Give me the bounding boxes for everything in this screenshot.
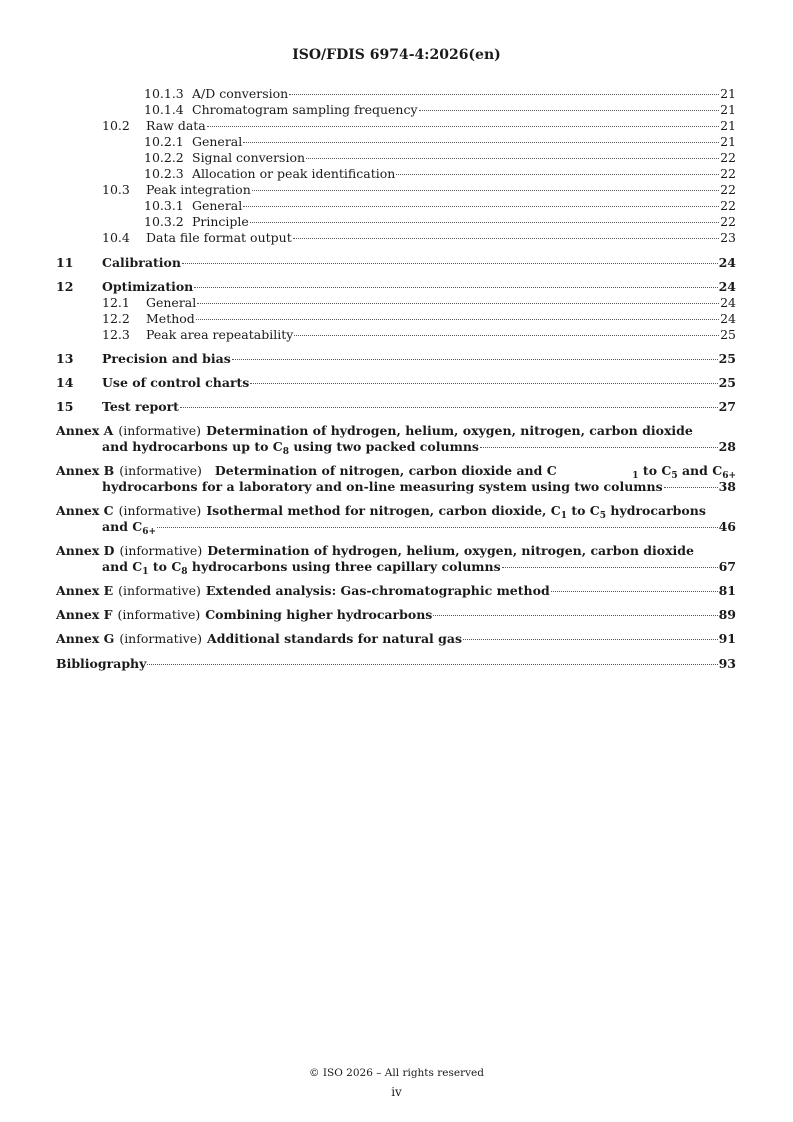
toc-bibliography[interactable] bbox=[56, 655, 736, 672]
dot-leader bbox=[197, 303, 719, 304]
toc-entry-page: 22 bbox=[720, 214, 736, 229]
toc-entry-number: 13 bbox=[56, 351, 74, 366]
dot-leader bbox=[232, 359, 718, 360]
annex-title-line2: and $C_{6+}$ bbox=[102, 519, 157, 537]
toc-entry-page: 21 bbox=[720, 86, 736, 101]
toc-entry-title: Optimization bbox=[102, 279, 194, 294]
annex-informative: (informative) bbox=[119, 631, 203, 646]
annex-label: Annex C bbox=[56, 503, 114, 518]
dot-leader bbox=[293, 238, 719, 239]
dot-leader bbox=[294, 335, 719, 336]
dot-leader bbox=[243, 142, 719, 143]
toc-entry-title: Peak area repeatability bbox=[146, 327, 294, 342]
toc-entry-number: 10.1.3 bbox=[144, 86, 184, 101]
toc-entry-title: Peak integration bbox=[146, 182, 251, 197]
annex-informative: (informative) bbox=[117, 607, 201, 622]
toc-entry-10-2-2[interactable] bbox=[56, 150, 736, 166]
toc-entry-title: Method bbox=[146, 311, 195, 326]
toc-entry-13[interactable] bbox=[56, 350, 736, 367]
toc-entry-page: 24 bbox=[720, 295, 736, 310]
annex-label: Annex E bbox=[56, 583, 114, 598]
toc-entry-page: 25 bbox=[720, 327, 736, 342]
toc-entry-title: Principle bbox=[192, 214, 249, 229]
toc-entry-10-2-3[interactable] bbox=[56, 166, 736, 182]
annex-line-1 bbox=[56, 543, 736, 559]
toc-entry-14[interactable] bbox=[56, 374, 736, 391]
toc-entry-title: Calibration bbox=[102, 255, 181, 270]
toc-entry-page: 24 bbox=[718, 255, 736, 270]
toc-entry-page: 67 bbox=[718, 559, 736, 574]
toc-annex-a[interactable] bbox=[56, 423, 736, 455]
toc-entry-page: 25 bbox=[718, 375, 736, 390]
toc-entry-number: 10.3.2 bbox=[144, 214, 184, 229]
toc-entry-number: 12.2 bbox=[102, 311, 130, 326]
toc-entry-12-1[interactable] bbox=[56, 295, 736, 311]
toc-entry-10-1-4[interactable] bbox=[56, 102, 736, 118]
annex-title-line1: Determination of nitrogen, carbon dioxide and C $_1$ to $C_5$ and $C_{6+}$ bbox=[214, 463, 736, 481]
toc-annex-g[interactable] bbox=[56, 631, 736, 647]
toc-entry-page: 24 bbox=[720, 311, 736, 326]
annex-line-2 bbox=[56, 559, 736, 575]
toc-entry-page: 24 bbox=[718, 279, 736, 294]
page-number: iv bbox=[391, 1085, 402, 1099]
toc-annex-d[interactable] bbox=[56, 543, 736, 575]
annex-informative: (informative) bbox=[119, 543, 203, 558]
annex-title-line2: hydrocarbons for a laboratory and on-line measuring system using two columns bbox=[102, 479, 663, 494]
dot-leader bbox=[243, 206, 719, 207]
toc-entry-number: 10.1.4 bbox=[144, 102, 184, 117]
toc-entry-page: 22 bbox=[720, 182, 736, 197]
toc-annex-e[interactable] bbox=[56, 583, 736, 599]
dot-leader bbox=[419, 110, 720, 111]
annex-title-line1: Determination of hydrogen, helium, oxygen, nitrogen, carbon dioxide bbox=[206, 423, 693, 438]
toc-entry-number: 14 bbox=[56, 375, 74, 390]
annex-line-1 bbox=[56, 423, 736, 439]
table-of-contents bbox=[56, 86, 736, 672]
toc-annex-b[interactable] bbox=[56, 463, 736, 495]
toc-entry-page: 23 bbox=[720, 230, 736, 245]
annex-title: Combining higher hydrocarbons bbox=[205, 607, 433, 622]
toc-entry-10-4[interactable] bbox=[56, 230, 736, 246]
dot-leader bbox=[147, 664, 717, 665]
toc-entry-title: General bbox=[192, 134, 243, 149]
annex-title: Additional standards for natural gas bbox=[207, 631, 463, 646]
toc-entry-page: 21 bbox=[720, 102, 736, 117]
toc-entry-number: 10.3 bbox=[102, 182, 130, 197]
document-header: ISO/FDIS 6974-4:2026(en) bbox=[292, 47, 501, 63]
annex-label: Annex A bbox=[56, 423, 114, 438]
toc-entry-15[interactable] bbox=[56, 398, 736, 415]
toc-entry-12[interactable] bbox=[56, 278, 736, 295]
toc-entry-page: 38 bbox=[718, 479, 736, 494]
toc-entry-number: 10.3.1 bbox=[144, 198, 184, 213]
toc-entry-number: 15 bbox=[56, 399, 74, 414]
toc-entry-number: 10.2.2 bbox=[144, 150, 184, 165]
dot-leader bbox=[463, 639, 718, 640]
toc-entry-10-3-2[interactable] bbox=[56, 214, 736, 230]
toc-entry-page: 25 bbox=[718, 351, 736, 366]
annex-informative: (informative) bbox=[118, 503, 202, 518]
dot-leader bbox=[480, 447, 718, 448]
toc-entry-title: General bbox=[146, 295, 197, 310]
annex-label: Annex G bbox=[56, 631, 115, 646]
dot-leader bbox=[180, 407, 718, 408]
annex-informative: (informative) bbox=[119, 463, 202, 478]
toc-entry-number: 12.1 bbox=[102, 295, 130, 310]
toc-entry-number: 12.3 bbox=[102, 327, 130, 342]
toc-entry-page: 89 bbox=[718, 607, 736, 622]
annex-line-2 bbox=[56, 519, 736, 535]
dot-leader bbox=[250, 222, 719, 223]
dot-leader bbox=[194, 287, 717, 288]
toc-entry-title: Signal conversion bbox=[192, 150, 306, 165]
toc-entry-title: Raw data bbox=[146, 118, 206, 133]
toc-entry-page: 21 bbox=[720, 134, 736, 149]
dot-leader bbox=[502, 567, 718, 568]
dot-leader bbox=[196, 319, 719, 320]
toc-entry-10-2[interactable] bbox=[56, 118, 736, 134]
dot-leader bbox=[207, 126, 719, 127]
toc-entry-number: 10.4 bbox=[102, 230, 130, 245]
toc-entry-12-2[interactable] bbox=[56, 311, 736, 327]
toc-entry-page: 27 bbox=[718, 399, 736, 414]
toc-entry-title: General bbox=[192, 198, 243, 213]
annex-title-line1: Isothermal method for nitrogen, carbon dioxide, $C_1$ to $C_5$ hydrocarbons bbox=[206, 503, 706, 521]
toc-entry-title: Use of control charts bbox=[102, 375, 250, 390]
annex-informative: (informative) bbox=[118, 423, 202, 438]
annex-line-2 bbox=[56, 439, 736, 455]
toc-entry-page: 28 bbox=[718, 439, 736, 454]
toc-entry-title: Bibliography bbox=[56, 656, 147, 671]
copyright-notice: © ISO 2026 – All rights reserved bbox=[309, 1067, 484, 1079]
toc-entry-number: 10.2 bbox=[102, 118, 130, 133]
annex-label: Annex D bbox=[56, 543, 115, 558]
toc-entry-10-2-1[interactable] bbox=[56, 134, 736, 150]
toc-entry-10-3[interactable] bbox=[56, 182, 736, 198]
annex-title: Extended analysis: Gas-chromatographic method bbox=[205, 583, 550, 598]
dot-leader bbox=[433, 615, 717, 616]
toc-entry-title: Data file format output bbox=[146, 230, 292, 245]
toc-annex-c[interactable] bbox=[56, 503, 736, 535]
toc-entry-title: A/D conversion bbox=[192, 86, 289, 101]
annex-label: Annex F bbox=[56, 607, 113, 622]
toc-entry-number: 11 bbox=[56, 255, 74, 270]
toc-entry-title: Chromatogram sampling frequency bbox=[192, 102, 418, 117]
dot-leader bbox=[157, 527, 718, 528]
annex-informative: (informative) bbox=[118, 583, 201, 598]
toc-entry-page: 91 bbox=[718, 631, 736, 646]
toc-entry-number: 10.2.1 bbox=[144, 134, 184, 149]
toc-entry-10-3-1[interactable] bbox=[56, 198, 736, 214]
dot-leader bbox=[306, 158, 719, 159]
toc-entry-12-3[interactable] bbox=[56, 327, 736, 343]
toc-entry-title: Precision and bias bbox=[102, 351, 231, 366]
annex-line-1 bbox=[56, 503, 736, 519]
annex-title-line2: and hydrocarbons up to $C_8$ using two packed columns bbox=[102, 439, 479, 457]
toc-entry-number: 10.2.3 bbox=[144, 166, 184, 181]
annex-line-2 bbox=[56, 479, 736, 495]
dot-leader bbox=[252, 190, 719, 191]
dot-leader bbox=[396, 174, 719, 175]
toc-annex-f[interactable] bbox=[56, 607, 736, 623]
toc-entry-page: 81 bbox=[718, 583, 736, 598]
dot-leader bbox=[289, 94, 719, 95]
annex-title-line1: Determination of hydrogen, helium, oxygen, nitrogen, carbon dioxide bbox=[207, 543, 694, 558]
toc-entry-title: Test report bbox=[102, 399, 179, 414]
toc-entry-page: 22 bbox=[720, 198, 736, 213]
annex-title-line2: and $C_1$ to $C_8$ hydrocarbons using three capillary columns bbox=[102, 559, 501, 577]
toc-entry-11[interactable] bbox=[56, 254, 736, 271]
toc-entry-title: Allocation or peak identification bbox=[192, 166, 396, 181]
toc-entry-page: 22 bbox=[720, 166, 736, 181]
dot-leader bbox=[551, 591, 718, 592]
dot-leader bbox=[664, 487, 718, 488]
toc-entry-page: 93 bbox=[718, 656, 736, 671]
toc-entry-page: 21 bbox=[720, 118, 736, 133]
dot-leader bbox=[250, 383, 717, 384]
dot-leader bbox=[182, 263, 718, 264]
annex-label: Annex B bbox=[56, 463, 115, 478]
toc-entry-number: 12 bbox=[56, 279, 74, 294]
toc-entry-10-1-3[interactable] bbox=[56, 86, 736, 102]
toc-entry-page: 22 bbox=[720, 150, 736, 165]
toc-entry-page: 46 bbox=[718, 519, 736, 534]
annex-line-1 bbox=[56, 463, 736, 479]
